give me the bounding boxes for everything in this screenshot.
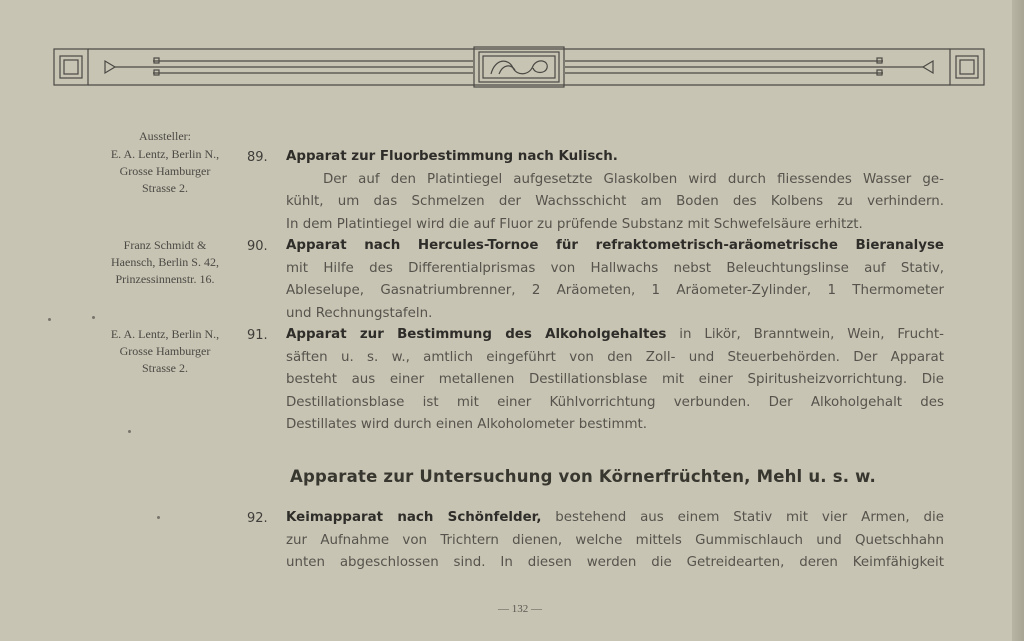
entry-line: mit Hilfe des Differentialprismas von Hallwachs nebst Beleuchtungslinse auf Stativ, [286,260,944,276]
entry-line [286,146,944,169]
exhibitor-line: Strasse 2. [142,361,188,375]
exhibitor-line: Strasse 2. [142,181,188,195]
entry-title: Apparat zur Bestimmung des Alkoholgehaltes [286,327,667,342]
entry-89 [286,146,944,236]
entry-line: besteht aus einer metallenen Destillationsblase mit einer Spiritusheizvorrichtung. Die [286,372,944,387]
header-ornament [53,46,985,88]
page-edge [1012,0,1024,641]
exhibitor-line: E. A. Lentz, Berlin N., [110,327,220,341]
exhibitor-91 [80,326,250,377]
exhibitor-line: E. A. Lentz, Berlin N., [110,147,220,161]
entry-line [286,507,944,530]
entry-number: 89. [247,150,268,165]
paper-speck [157,516,160,519]
entry-line: und Rechnungstafeln. [286,305,433,321]
entry-title: Keimapparat nach Schönfelder, [286,510,542,525]
entry-line: In dem Platintiegel wird die auf Fluor zu prüfende Substanz mit Schwefelsäure erhitzt. [286,216,863,232]
entry-line [286,235,944,258]
entry-title: Apparat zur Fluorbestimmung nach Kulisch. [286,149,618,164]
entry-line [286,324,944,347]
entry-line: Destillationsblase ist mit einer Kühlvorrichtung verbunden. Der Alkoholgehalt des [286,394,944,410]
exhibitor-90 [80,237,250,288]
entry-number: 90. [247,239,268,254]
entry-line: Der auf den Platintiegel aufgesetzte Glaskolben wird durch fliessendes Wasser ge- [323,171,944,187]
entry-line: unten abgeschlossen sind. In diesen werden die Getreidearten, deren Keimfähigkeit [286,555,944,570]
entry-92 [286,507,944,575]
entry-number: 92. [247,511,268,526]
entry-line: kühlt, um das Schmelzen der Wachsschicht am Boden des Kolbens zu verhindern. [286,194,944,209]
exhibitor-line: Grosse Hamburger [119,344,211,358]
entry-line: zur Aufnahme von Trichtern dienen, welche mittels Gummischlauch und Quetschhahn [286,532,944,548]
entry-line: säften u. s. w., amtlich eingeführt von den Zoll- und Steuerbehörden. Der Apparat [286,349,944,365]
exhibitor-line: Prinzessinnenstr. 16. [115,272,215,286]
paper-speck [48,318,51,321]
paper-speck [92,316,95,319]
page-number: — 132 — [498,603,542,615]
entry-90 [286,235,944,325]
entry-title: Apparat nach Hercules-Tornoe für refraktometrisch-aräometrische Bieranalyse [286,238,944,253]
exhibitor-line: Franz Schmidt & [123,238,207,252]
paper-speck [128,430,131,433]
section-heading: Apparate zur Untersuchung von Körnerfrüchten, Mehl u. s. w. [289,467,876,486]
ornament-border [53,46,985,88]
entry-text: in Likör, Branntwein, Wein, Frucht- [666,327,944,342]
entry-91 [286,324,944,437]
exhibitor-line: Haensch, Berlin S. 42, [111,255,219,269]
exhibitor-89 [80,146,250,197]
entry-line: Destillates wird durch einen Alkoholometer bestimmt. [286,417,648,432]
exhibitor-heading: Aussteller: [139,129,191,143]
entry-number: 91. [247,328,268,343]
entry-text: bestehend aus einem Stativ mit vier Armen, die [541,510,944,525]
entry-line: Ableselupe, Gasnatriumbrenner, 2 Aräometen, 1 Aräometer-Zylinder, 1 Thermometer [286,283,944,298]
exhibitor-line: Grosse Hamburger [119,164,211,178]
